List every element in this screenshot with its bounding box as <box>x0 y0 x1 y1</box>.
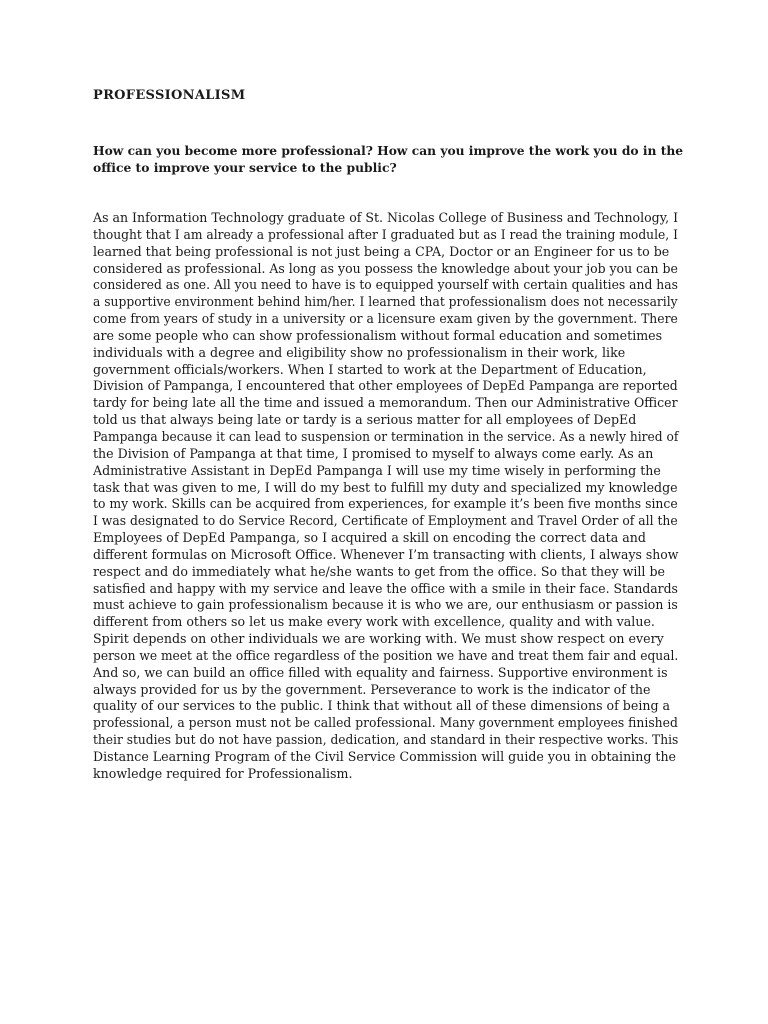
body-line: the Division of Pampanga at that time, I promised to myself to always come early. As an <box>93 445 654 461</box>
body-line: tardy for being late all the time and issued a memorandum. Then our Administrative Officer <box>93 395 678 411</box>
question-line: How can you become more professional? How can you improve the work you do in the <box>93 143 684 158</box>
body-line: to my work. Skills can be acquired from experiences, for example it’s been five months since <box>93 496 678 512</box>
document-title: PROFESSIONALISM <box>93 88 246 103</box>
body-line: Spirit depends on other individuals we are working with. We must show respect on every <box>93 631 664 647</box>
body-line: quality of our services to the public. I think that without all of these dimensions of being a <box>93 698 671 714</box>
question-line: office to improve your service to the public? <box>93 160 397 175</box>
body-line: Division of Pampanga, I encountered that other employees of DepEd Pampanga are reported <box>93 378 678 394</box>
body-line: government officials/workers. When I started to work at the Department of Education, <box>93 361 647 377</box>
body-line: considered as professional. As long as you possess the knowledge about your job you can be <box>93 260 678 276</box>
body-line: person we meet at the office regardless of the position we have and treat them fair and equal. <box>93 647 679 663</box>
body-line: knowledge required for Professionalism. <box>93 765 353 781</box>
body-line: Administrative Assistant in DepEd Pampanga I will use my time wisely in performing the <box>93 462 661 478</box>
essay-body <box>93 210 678 783</box>
body-line: always provided for us by the government. Perseverance to work is the indicator of the <box>93 681 651 697</box>
body-line: Distance Learning Program of the Civil Service Commission will guide you in obtaining the <box>93 749 677 764</box>
body-line: respect and do immediately what he/she wants to get from the office. So that they will be <box>93 563 665 579</box>
body-line: their studies but do not have passion, dedication, and standard in their respective works. This <box>93 732 679 748</box>
body-line: must achieve to gain professionalism because it is who we are, our enthusiasm or passion is <box>93 597 678 613</box>
body-line: Employees of DepEd Pampanga, so I acquired a skill on encoding the correct data and <box>93 530 646 546</box>
body-line: professional, a person must not be called professional. Many government employees finished <box>93 715 678 731</box>
body-line: As an Information Technology graduate of St. Nicolas College of Business and Technology, I <box>93 210 679 225</box>
body-line: And so, we can build an office filled with equality and fairness. Supportive environment is <box>93 664 668 680</box>
body-line: a supportive environment behind him/her. I learned that professionalism does not necessarily <box>93 294 678 310</box>
body-line: individuals with a degree and eligibility show no professionalism in their work, like <box>93 344 626 360</box>
body-line: are some people who can show professionalism without formal education and sometimes <box>93 327 663 343</box>
body-line: I was designated to do Service Record, Certificate of Employment and Travel Order of all the <box>93 513 678 529</box>
body-line: satisfied and happy with my service and leave the office with a smile in their face. Standards <box>93 580 678 596</box>
body-line: task that was given to me, I will do my best to fulfill my duty and specialized my knowledge <box>93 479 678 495</box>
body-line: thought that I am already a professional after I graduated but as I read the training module, I <box>93 226 678 242</box>
body-line: considered as one. All you need to have is to equipped yourself with certain qualities and has <box>93 277 678 293</box>
body-line: told us that always being late or tardy is a serious matter for all employees of DepEd <box>93 412 637 428</box>
body-line: come from years of study in a university or a licensure exam given by the government. There <box>93 311 678 327</box>
body-line: different formulas on Microsoft Office. Whenever I’m transacting with clients, I always show <box>93 546 679 562</box>
body-line: Pampanga because it can lead to suspension or termination in the service. As a newly hired of <box>93 428 679 444</box>
body-line: learned that being professional is not just being a CPA, Doctor or an Engineer for us to be <box>93 243 670 259</box>
question-paragraph <box>93 142 683 176</box>
body-line: different from others so let us make every work with excellence, quality and with value. <box>93 614 655 630</box>
